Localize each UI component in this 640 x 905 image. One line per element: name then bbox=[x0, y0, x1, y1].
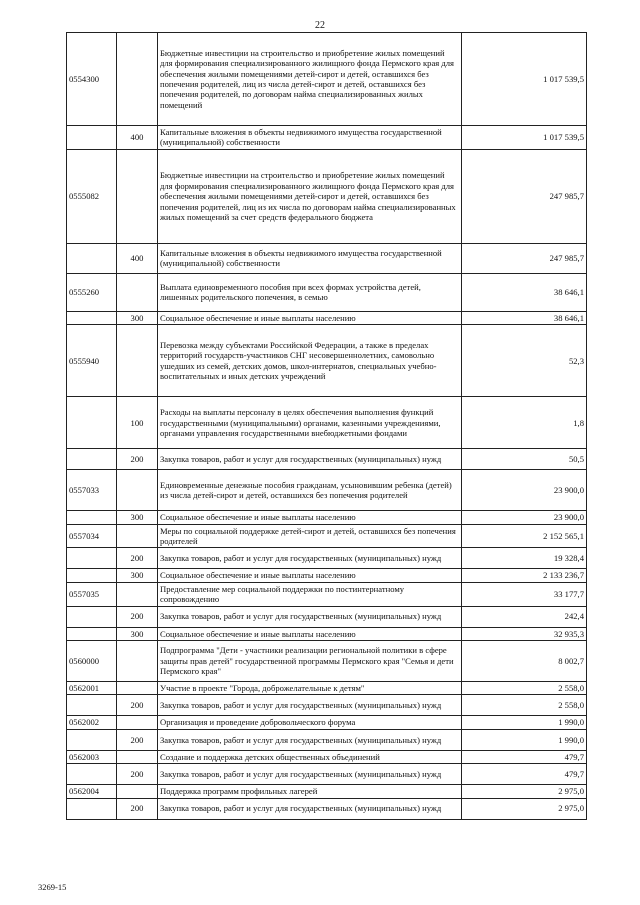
row-code bbox=[67, 449, 117, 470]
row-description: Капитальные вложения в объекты недвижимого имущества государственной (муниципальной) собственности bbox=[158, 243, 462, 273]
row-amount: 52,3 bbox=[462, 325, 587, 397]
row-description: Социальное обеспечение и иные выплаты населению bbox=[158, 627, 462, 640]
row-expense-type bbox=[117, 470, 158, 511]
row-code: 0562002 bbox=[67, 716, 117, 729]
row-description: Социальное обеспечение и иные выплаты населению bbox=[158, 311, 462, 324]
row-expense-type bbox=[117, 273, 158, 311]
row-amount: 247 985,7 bbox=[462, 243, 587, 273]
table-row bbox=[67, 149, 587, 243]
table-row bbox=[67, 470, 587, 511]
row-description: Закупка товаров, работ и услуг для государственных (муниципальных) нужд bbox=[158, 798, 462, 819]
row-amount: 2 975,0 bbox=[462, 785, 587, 798]
table-row bbox=[67, 641, 587, 682]
table-row bbox=[67, 582, 587, 606]
row-code bbox=[67, 798, 117, 819]
row-code: 0555082 bbox=[67, 149, 117, 243]
row-amount: 38 646,1 bbox=[462, 311, 587, 324]
row-description: Социальное обеспечение и иные выплаты населению bbox=[158, 511, 462, 524]
row-amount: 1,8 bbox=[462, 397, 587, 449]
row-code: 0557035 bbox=[67, 582, 117, 606]
row-amount: 1 017 539,5 bbox=[462, 126, 587, 150]
table-row bbox=[67, 716, 587, 729]
table-row bbox=[67, 695, 587, 716]
row-amount: 38 646,1 bbox=[462, 273, 587, 311]
row-amount: 1 990,0 bbox=[462, 716, 587, 729]
row-description: Выплата единовременного пособия при всех формах устройства детей, лишенных родительского попечения, в семью bbox=[158, 273, 462, 311]
table-row bbox=[67, 569, 587, 582]
row-code bbox=[67, 126, 117, 150]
row-expense-type bbox=[117, 716, 158, 729]
row-code bbox=[67, 606, 117, 627]
row-description: Создание и поддержка детских общественных объединений bbox=[158, 750, 462, 763]
row-expense-type bbox=[117, 524, 158, 548]
row-description: Бюджетные инвестиции на строительство и приобретение жилых помещений для формирования специализированного жилищного фонда Пермского края для обеспечения жилыми помещениями детей-сирот и детей, оставшихся без попечения родителей, лиц из их числа по договорам найма специализированных жилых помещений за счет средств федерального бюджета bbox=[158, 149, 462, 243]
row-expense-type bbox=[117, 750, 158, 763]
row-description: Меры по социальной поддержке детей-сирот и детей, оставшихся без попечения родителей bbox=[158, 524, 462, 548]
footer-code: 3269-15 bbox=[38, 882, 67, 892]
row-code bbox=[67, 397, 117, 449]
row-amount: 2 558,0 bbox=[462, 682, 587, 695]
table-row bbox=[67, 785, 587, 798]
row-code bbox=[67, 764, 117, 785]
table-row bbox=[67, 311, 587, 324]
row-expense-type: 300 bbox=[117, 569, 158, 582]
row-amount: 2 152 565,1 bbox=[462, 524, 587, 548]
row-description: Социальное обеспечение и иные выплаты населению bbox=[158, 569, 462, 582]
row-code bbox=[67, 695, 117, 716]
row-code bbox=[67, 548, 117, 569]
table-row bbox=[67, 449, 587, 470]
row-expense-type bbox=[117, 325, 158, 397]
row-description: Расходы на выплаты персоналу в целях обеспечения выполнения функций государственными (муниципальными) органами, казенными учреждениями, органами управления государственными внебюджетными фондами bbox=[158, 397, 462, 449]
row-description: Подпрограмма "Дети - участники реализации региональной политики в сфере защиты прав детей" государственной программы Пермского края "Семья и дети Пермского края" bbox=[158, 641, 462, 682]
row-amount: 23 900,0 bbox=[462, 511, 587, 524]
row-description: Закупка товаров, работ и услуг для государственных (муниципальных) нужд bbox=[158, 695, 462, 716]
row-amount: 2 133 236,7 bbox=[462, 569, 587, 582]
page-number: 22 bbox=[315, 20, 325, 31]
table-row bbox=[67, 606, 587, 627]
row-description: Перевозка между субъектами Российской Федерации, а также в пределах территорий государств-участников СНГ несовершеннолетних, самовольно ушедших из семей, детских домов, школ-интернатов, специальных учебно-воспитательных и иных детских учреждений bbox=[158, 325, 462, 397]
row-amount: 50,5 bbox=[462, 449, 587, 470]
row-code bbox=[67, 729, 117, 750]
row-expense-type: 200 bbox=[117, 449, 158, 470]
row-expense-type: 200 bbox=[117, 764, 158, 785]
table-row bbox=[67, 524, 587, 548]
table-row bbox=[67, 273, 587, 311]
row-amount: 479,7 bbox=[462, 750, 587, 763]
row-description: Капитальные вложения в объекты недвижимого имущества государственной (муниципальной) собственности bbox=[158, 126, 462, 150]
row-amount: 1 017 539,5 bbox=[462, 33, 587, 126]
row-code: 0562003 bbox=[67, 750, 117, 763]
row-code: 0560000 bbox=[67, 641, 117, 682]
table-row bbox=[67, 627, 587, 640]
row-code: 0557033 bbox=[67, 470, 117, 511]
row-description: Закупка товаров, работ и услуг для государственных (муниципальных) нужд bbox=[158, 764, 462, 785]
table-row bbox=[67, 548, 587, 569]
row-expense-type: 200 bbox=[117, 798, 158, 819]
budget-table bbox=[66, 32, 587, 820]
table-row bbox=[67, 243, 587, 273]
row-expense-type bbox=[117, 582, 158, 606]
table-row bbox=[67, 511, 587, 524]
row-description: Бюджетные инвестиции на строительство и приобретение жилых помещений для формирования специализированного жилищного фонда Пермского края для обеспечения жилыми помещениями детей-сирот и детей, оставшихся без попечения родителей, лиц из числа детей-сирот и детей, оставшихся без попечения родителей, по договорам найма специализированных жилых помещений bbox=[158, 33, 462, 126]
row-description: Единовременные денежные пособия гражданам, усыновившим ребенка (детей) из числа детей-сирот и детей, оставшихся без попечения родителей bbox=[158, 470, 462, 511]
row-amount: 2 975,0 bbox=[462, 798, 587, 819]
row-code: 0557034 bbox=[67, 524, 117, 548]
row-description: Предоставление мер социальной поддержки по постинтернатному сопровождению bbox=[158, 582, 462, 606]
row-description: Закупка товаров, работ и услуг для государственных (муниципальных) нужд bbox=[158, 729, 462, 750]
table-row bbox=[67, 397, 587, 449]
row-expense-type bbox=[117, 149, 158, 243]
row-amount: 247 985,7 bbox=[462, 149, 587, 243]
row-expense-type: 200 bbox=[117, 695, 158, 716]
row-description: Участие в проекте "Города, доброжелательные к детям" bbox=[158, 682, 462, 695]
row-description: Организация и проведение добровольческого форума bbox=[158, 716, 462, 729]
row-code bbox=[67, 243, 117, 273]
row-code: 0562001 bbox=[67, 682, 117, 695]
row-amount: 19 328,4 bbox=[462, 548, 587, 569]
row-code bbox=[67, 627, 117, 640]
row-amount: 32 935,3 bbox=[462, 627, 587, 640]
row-description: Закупка товаров, работ и услуг для государственных (муниципальных) нужд bbox=[158, 449, 462, 470]
row-amount: 33 177,7 bbox=[462, 582, 587, 606]
row-expense-type: 200 bbox=[117, 729, 158, 750]
row-expense-type: 300 bbox=[117, 627, 158, 640]
row-code: 0554300 bbox=[67, 33, 117, 126]
row-amount: 23 900,0 bbox=[462, 470, 587, 511]
row-code bbox=[67, 511, 117, 524]
row-expense-type: 200 bbox=[117, 548, 158, 569]
row-code: 0555260 bbox=[67, 273, 117, 311]
row-expense-type: 100 bbox=[117, 397, 158, 449]
row-amount: 8 002,7 bbox=[462, 641, 587, 682]
table-row bbox=[67, 750, 587, 763]
table-row bbox=[67, 729, 587, 750]
row-expense-type: 400 bbox=[117, 243, 158, 273]
row-expense-type: 300 bbox=[117, 511, 158, 524]
row-amount: 2 558,0 bbox=[462, 695, 587, 716]
row-expense-type bbox=[117, 682, 158, 695]
row-code bbox=[67, 569, 117, 582]
budget-table-body bbox=[67, 33, 587, 820]
row-amount: 1 990,0 bbox=[462, 729, 587, 750]
row-expense-type: 200 bbox=[117, 606, 158, 627]
table-row bbox=[67, 798, 587, 819]
row-expense-type bbox=[117, 33, 158, 126]
row-code: 0555940 bbox=[67, 325, 117, 397]
row-expense-type: 400 bbox=[117, 126, 158, 150]
row-description: Поддержка программ профильных лагерей bbox=[158, 785, 462, 798]
table-row bbox=[67, 682, 587, 695]
row-expense-type: 300 bbox=[117, 311, 158, 324]
row-code: 0562004 bbox=[67, 785, 117, 798]
row-expense-type bbox=[117, 785, 158, 798]
row-description: Закупка товаров, работ и услуг для государственных (муниципальных) нужд bbox=[158, 548, 462, 569]
table-row bbox=[67, 764, 587, 785]
row-expense-type bbox=[117, 641, 158, 682]
table-row bbox=[67, 325, 587, 397]
row-amount: 242,4 bbox=[462, 606, 587, 627]
row-description: Закупка товаров, работ и услуг для государственных (муниципальных) нужд bbox=[158, 606, 462, 627]
row-amount: 479,7 bbox=[462, 764, 587, 785]
table-row bbox=[67, 33, 587, 126]
table-row bbox=[67, 126, 587, 150]
row-code bbox=[67, 311, 117, 324]
